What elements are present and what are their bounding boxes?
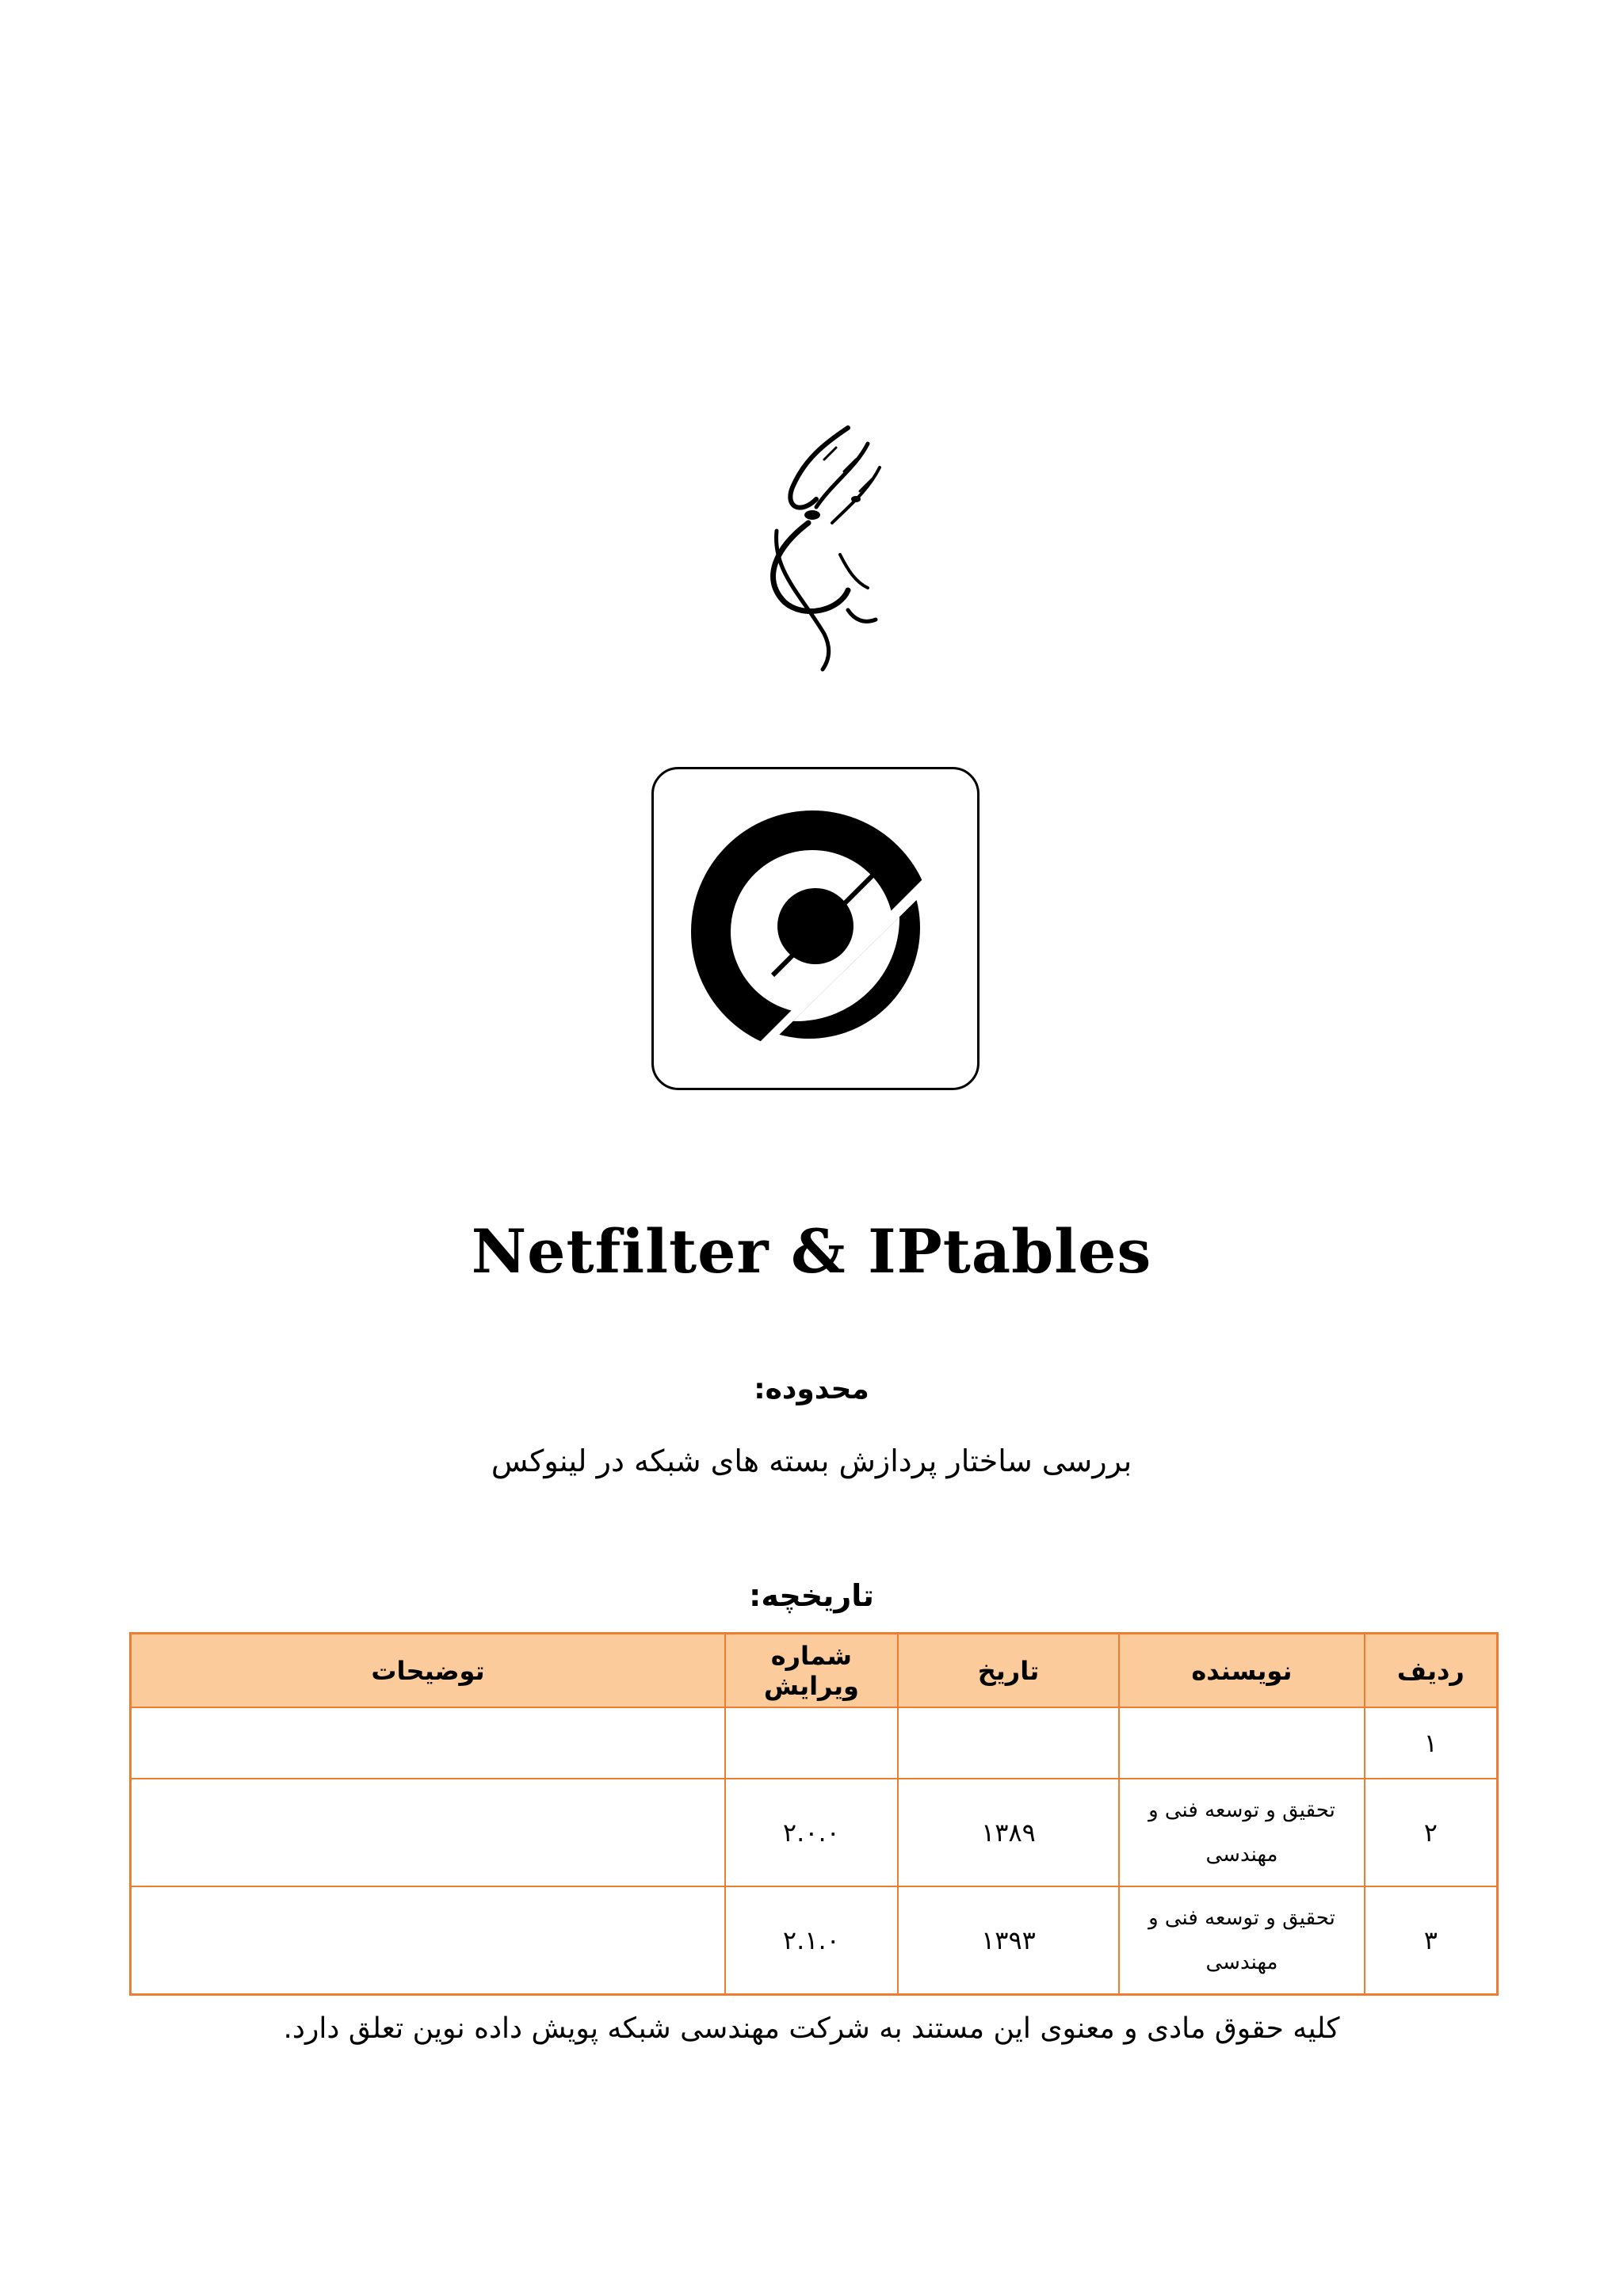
cell-author-line: تحقیق و توسعه فنی و [1148, 1798, 1335, 1822]
history-label: تاریخچه: [749, 1578, 874, 1613]
cell-notes [131, 1707, 725, 1779]
table-row [131, 1886, 1498, 1994]
cell-author [1119, 1886, 1365, 1994]
cell-date: ۱۳۹۳ [898, 1886, 1119, 1994]
cell-author-line: مهندسی [1205, 1950, 1278, 1974]
table-row [131, 1779, 1498, 1886]
header-version: شماره ویرایش [725, 1634, 898, 1708]
cell-date: ۱۳۸۹ [898, 1779, 1119, 1886]
bismillah-calligraphy [729, 412, 896, 673]
cell-row-number: ۱ [1365, 1707, 1498, 1779]
cell-author-line: تحقیق و توسعه فنی و [1148, 1905, 1335, 1930]
cell-author [1119, 1779, 1365, 1886]
scope-label: محدوده: [754, 1373, 869, 1405]
scope-text: بررسی ساختار پردازش بسته های شبکه در لینوکس [491, 1444, 1132, 1478]
cell-notes [131, 1886, 725, 1994]
table-row [131, 1707, 1498, 1779]
cell-version: ۲.۰.۰ [725, 1779, 898, 1886]
header-date: تاریخ [898, 1634, 1119, 1708]
header-author: نویسنده [1119, 1634, 1365, 1708]
history-table [129, 1632, 1499, 1996]
company-logo-frame [651, 767, 980, 1090]
cell-version: ۲.۱.۰ [725, 1886, 898, 1994]
cell-notes [131, 1779, 725, 1886]
copyright-notice: کلیه حقوق مادی و معنوی این مستند به شرکت مهندسی شبکه پویش داده نوین تعلق دارد. [283, 2012, 1340, 2045]
cell-row-number: ۲ [1365, 1779, 1498, 1886]
cell-date [898, 1707, 1119, 1779]
cell-row-number: ۳ [1365, 1886, 1498, 1994]
header-notes: توضیحات [131, 1634, 725, 1708]
company-logo [654, 769, 977, 1088]
header-row-number: ردیف [1365, 1634, 1498, 1708]
table-header-row [131, 1634, 1498, 1708]
cell-version [725, 1707, 898, 1779]
cell-author-line: مهندسی [1205, 1843, 1278, 1867]
cell-author [1119, 1707, 1365, 1779]
document-title: Netfilter & IPtables [471, 1216, 1152, 1287]
